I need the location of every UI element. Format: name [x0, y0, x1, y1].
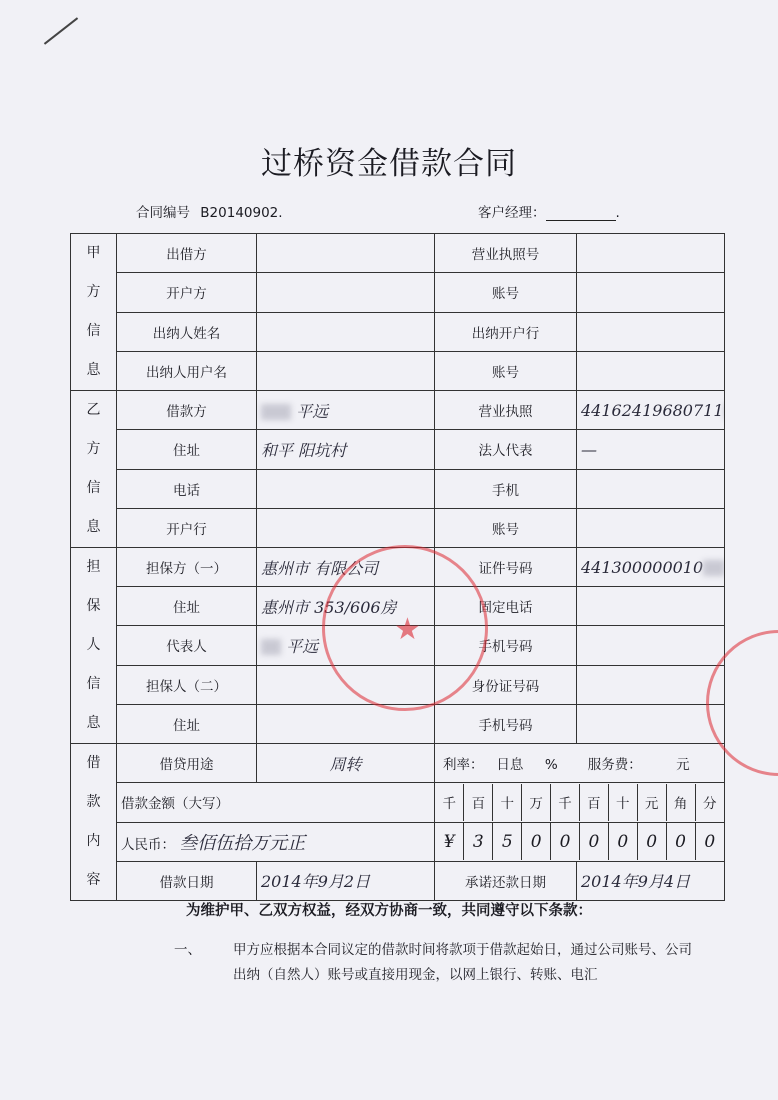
guarantor-label: 担 保 人 信 息: [71, 548, 117, 744]
loan-row: 借款日期 2014年9月2日 承诺还款日期 2014年9月4日: [71, 861, 725, 900]
party-b-row: 开户行 账号: [71, 508, 725, 547]
guarantor-row: 担保人（二） 身份证号码: [71, 665, 725, 704]
party-b-row: 住址 和平 阳坑村 法人代表 —: [71, 430, 725, 469]
contract-title: 过桥资金借款合同: [261, 146, 517, 182]
guarantor-row: 担 保 人 信 息 担保方（一） 惠州市 有限公司 证件号码 441300000010: [71, 548, 725, 587]
loan-label: 借 款 内 容: [71, 744, 117, 901]
guarantor-row: 住址 手机号码: [71, 704, 725, 743]
account-manager: 客户经理： .: [478, 205, 620, 221]
seal-star-icon: ★: [394, 612, 421, 647]
contract-number: 合同编号 B20140902.: [136, 205, 283, 221]
loan-row: 借款金额（大写） 千 百 十 万 千 百 十 元 角 分: [71, 783, 725, 822]
party-a-label: 甲 方 信 息: [71, 234, 117, 391]
clause-number: 一、: [174, 942, 201, 958]
party-a-row: 出纳人用户名 账号: [71, 351, 725, 390]
party-a-row: 开户方 账号: [71, 273, 725, 312]
rmb-amount: 人民币： 叁佰伍拾万元正: [117, 822, 435, 861]
party-b-row: 乙 方 信 息 借款方 平远 营业执照 44162419680711: [71, 391, 725, 430]
party-b-row: 电话 手机: [71, 469, 725, 508]
guarantor-row: 代表人 平远 手机号码: [71, 626, 725, 665]
terms-intro: 为维护甲、乙双方权益，经双方协商一致，共同遵守以下条款：: [186, 903, 592, 919]
pen-mark: [44, 17, 78, 44]
party-a-row: 出纳人姓名 出纳开户行: [71, 312, 725, 351]
loan-row: [71, 822, 725, 861]
party-b-label: 乙 方 信 息: [71, 391, 117, 548]
clause-text: 甲方应根据本合同议定的借款时间将款项于借款起始日，通过公司账号、公司出纳（自然人）账号或直接用现金，以网上银行、转账、电汇: [233, 942, 692, 983]
loan-row: 借 款 内 容 借贷用途 周转 利率： 日息 % 服务费： 元: [71, 744, 725, 783]
party-a-row: 甲 方 信 息 出借方 营业执照号: [71, 234, 725, 273]
digit-value-cell: ¥ 3 5 0 0 0 0 0 0 0: [435, 822, 725, 861]
guarantor-row: 住址 惠州市 353/606房 固定电话: [71, 587, 725, 626]
rate-and-fee: 利率： 日息 % 服务费： 元: [435, 744, 725, 783]
digit-header-cell: 千 百 十 万 千 百 十 元 角 分: [435, 783, 725, 822]
